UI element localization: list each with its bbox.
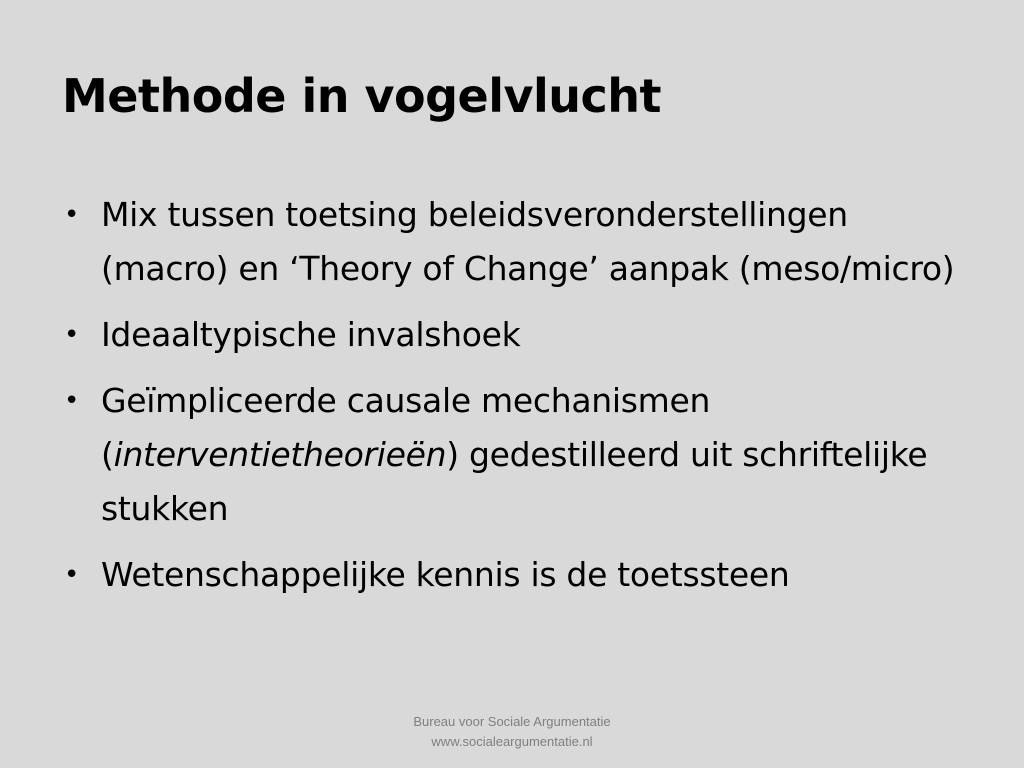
bullet-item [60,308,980,362]
bullet-item [60,374,980,536]
bullet-marker: • [64,200,80,230]
slide-title: Methode in vogelvlucht [62,69,661,123]
bullet-text-part: ) gedestilleerd uit schriftelijke stukken [101,435,928,528]
bullet-text: Wetenschappelijke kennis is de toetssteen [101,555,790,594]
bullet-list [60,188,980,614]
bullet-text-part: Geïmpliceerde causale mechanismen ( [101,381,711,474]
footer-organization: Bureau voor Sociale Argumentatie [413,714,611,729]
bullet-marker: • [64,560,80,590]
bullet-item [60,188,980,296]
bullet-marker: • [64,386,80,416]
slide-footer [312,712,712,752]
bullet-text: Mix tussen toetsing beleidsveronderstellingen (macro) en ‘Theory of Change’ aanpak (meso/micro) [101,195,955,288]
bullet-item [60,548,980,602]
bullet-marker: • [64,320,80,350]
bullet-text: Ideaaltypische invalshoek [101,315,521,354]
bullet-text [101,381,927,528]
italic-term: interventietheorieën [113,435,447,474]
footer-website: www.socialeargumentatie.nl [431,734,593,749]
